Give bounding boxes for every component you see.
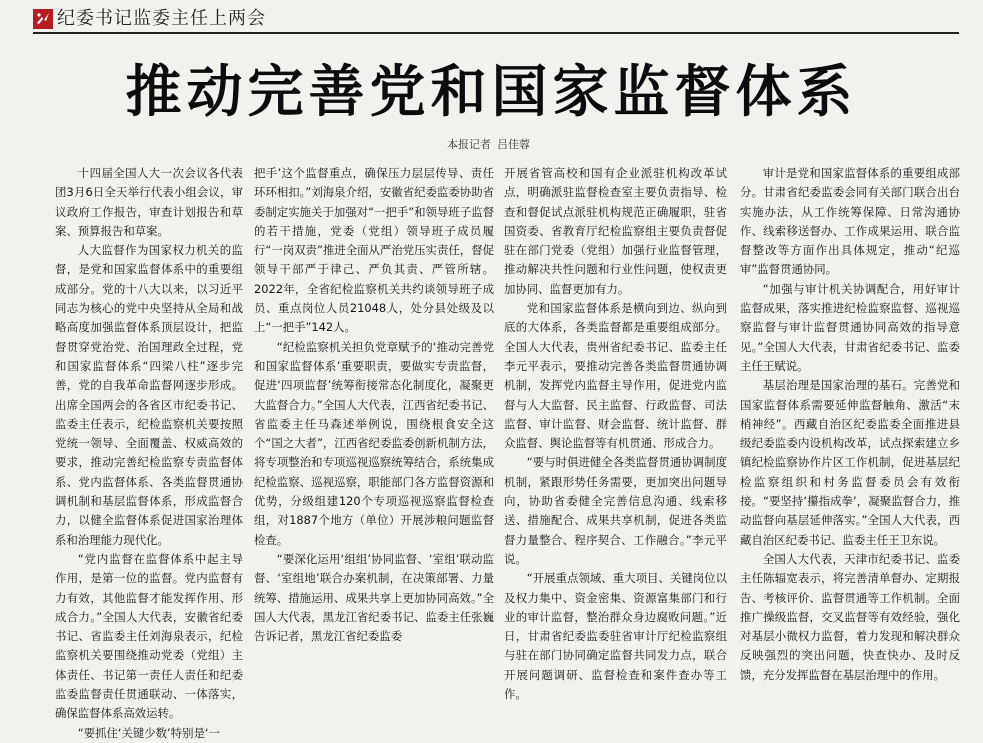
paragraph: 党和国家监督体系是横向到边、纵向到底的大体系，各类监督都是重要组成部分。全国人大代表，贵州省纪委书记、监委主任李元平表示，要推动完善各类监督贯通协调机制，发挥党内监督主导作用，促进党内监督与人大监督、民主监督、行政监督、司法监督、审计监督、财会监督、统计监督、群众监督、舆论监督等有机贯通、形成合力。 xyxy=(504,301,727,451)
byline-role: 本报记者 xyxy=(447,138,491,151)
swallow-emblem-icon xyxy=(33,9,53,29)
paragraph: 十四届全国人大一次会议各代表团3月6日全天举行代表小组会议，审议政府工作报告，审查计划报告和草案、预算报告和草案。 xyxy=(55,166,243,238)
paragraph: “党内监督在监督体系中起主导作用，是第一位的监督。党内监督有力有效，其他监督才能发挥作用、形成合力。”全国人大代表，安徽省纪委书记、省监委主任刘海泉表示，纪检监察机关要围绕推动党委（党组）主体责任、书记第一责任人责任和纪委监委监督责任贯通联动、一体落实，确保监督体系高效运转。 xyxy=(55,551,243,721)
paragraph: “要深化运用‘组组’协同监督、‘室组’联动监督、‘室组地’联合办案机制，在决策部署、力量统筹、措施运用、成果共享上更加协同高效。”全国人大代表，黑龙江省纪委书记、监委主任张巍告诉记者，黑龙江省纪委监委 xyxy=(254,551,494,644)
header-divider xyxy=(33,32,959,34)
text-column-2 xyxy=(254,164,494,656)
text-column-3 xyxy=(504,164,727,702)
paragraph: 基层治理是国家治理的基石。完善党和国家监督体系需要延伸监督触角、激活“末梢神经”。西藏自治区纪委监委全面推进县级纪委监委内设机构改革，试点探索建立乡镇纪检监察协作片区工作机制，促进基层纪检监察组织和村务监督委员会有效衔接。“要坚持‘攥指成拳’，凝聚监督合力，推动监督向基层延伸落实。”全国人大代表，西藏自治区纪委书记、监委主任王卫东说。 xyxy=(740,378,960,547)
article-byline xyxy=(0,137,983,153)
paragraph: “要与时俱进健全各类监督贯通协调制度机制，紧跟形势任务需要，更加突出问题导向，协助省委健全完善信息沟通、线索移送、措施配合、成果共享机制，促进各类监督力量整合、程序契合、工作融合。”李元平说。 xyxy=(504,455,727,566)
paragraph: 人大监督作为国家权力机关的监督，是党和国家监督体系中的重要组成部分。党的十八大以来，以习近平同志为核心的党中央坚持从全局和战略高度加强监督体系顶层设计，把监督贯穿党治党、治国理政全过程，党和国家监督体系“四梁八柱”逐步完善，党的自我革命监督网逐步形成。出席全国两会的各省区市纪委书记、监委主任表示，纪检监察机关要按照党统一领导、全面覆盖、权威高效的要求，推动完善纪检监察专责监督体系、党内监督体系、各类监督贯通协调机制和基层监督体系，形成监督合力，以健全监督体系促进国家治理体系和治理能力现代化。 xyxy=(55,243,243,547)
paragraph: 全国人大代表，天津市纪委书记、监委主任陈辐宽表示，将完善清单督办、定期报告、考核评价、监督贯通等工作机制。全面推广操级监督，交叉监督等有效经验，强化对基层小微权力监督，着力发现和解决群众反映强烈的突出问题，快查快办、及时反馈，充分发挥监督在基层治理中的作用。 xyxy=(740,551,960,682)
section-title: 纪委书记监委主任上两会 xyxy=(57,8,266,29)
text-column-4 xyxy=(740,164,960,682)
article-headline: 推动完善党和国家监督体系 xyxy=(125,59,858,125)
byline-author: 吕佳蓉 xyxy=(497,138,530,151)
paragraph: “要抓住‘关键少数’特别是‘一 xyxy=(77,725,220,740)
text-column-1 xyxy=(55,164,243,740)
paragraph: 开展省管高校和国有企业派驻机构改革试点，明确派驻监督检查室主要负责指导、检查和督促试点派驻机构规范正确履职，驻省国资委、省教育厅纪检监察组主要负责督促驻在部门党委（党组）加强行业监督管理，推动解决共性问题和行业性问题，使权责更加协同、监督更加有力。 xyxy=(504,166,727,296)
paragraph: 审计是党和国家监督体系的重要组成部分。甘肃省纪委监委会同有关部门联合出台实施办法，从工作统筹保障、日常沟通协作、线索移送督办、工作成果运用、联合监督整改等方面作出具体规定，推动“纪巡审”监督贯通协同。 xyxy=(740,166,960,277)
paragraph: “纪检监察机关担负党章赋予的‘推动完善党和国家监督体系’重要职责，要做实专责监督，促进‘四项监督’统筹衔接常态化制度化，凝聚更大监督合力。”全国人大代表，江西省纪委书记、省监委主任马森述举例说，围绕根食安全这个“国之大者”，江西省纪委监委创新机制方法，将专项整治和专项巡视巡察统筹结合，系统集成纪检监察、巡视巡察，职能部门各方监督资源和优势，分级组建120个专项巡视巡察监督检查组，对1887个地方（单位）开展涉粮问题监督检查。 xyxy=(254,339,494,547)
page-header xyxy=(0,0,983,32)
paragraph: 把手’这个监督重点，确保压力层层传导、责任环环相扣。”刘海泉介绍，安徽省纪委监委协助省委制定实施关于加强对“一把手”和领导班子监督的若干措施，党委（党组）领导班子成员履行“一岗双责”推进全面从严治党压实责任，督促领导干部严于律己、严负其责、严管所辖。2022年，全省纪检监察机关共约谈领导班子成员、重点岗位人员21048人，处分县处级及以上“一把手”142人。 xyxy=(254,166,494,335)
section-logo-icon xyxy=(33,9,53,29)
paragraph: “开展重点领域、重大项目、关键岗位以及权力集中、资金密集、资源富集部门和行业的审计监督，整治群众身边腐败问题。”近日，甘肃省纪委监委驻省审计厅纪检监察组与驻在部门协同确定监督共同发力点，联合开展问题调研、监督检查和案件查办等工作。 xyxy=(504,571,727,702)
paragraph: “加强与审计机关协调配合，用好审计监督成果，落实推进纪检监察监督、巡视巡察监督与审计监督贯通协同高效的指导意见。”全国人大代表，甘肃省纪委书记、监委主任王赋说。 xyxy=(740,281,960,373)
